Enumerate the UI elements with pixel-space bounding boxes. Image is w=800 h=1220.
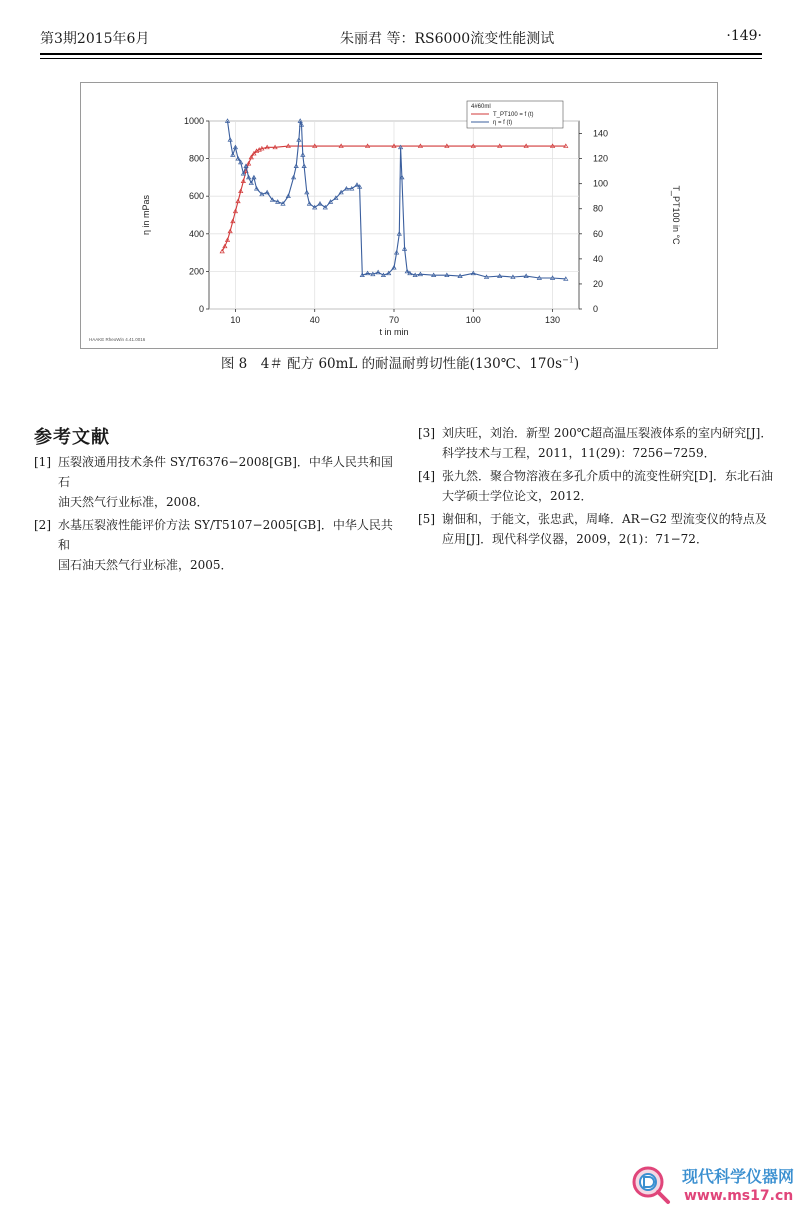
reference-number: [2] (34, 518, 51, 532)
x-tick-label: 10 (230, 315, 241, 325)
legend-entry: T_PT100 = f (t) (493, 112, 534, 118)
caption-text: 图 8 4＃ 配方 60mL 的耐温耐剪切性能(130℃、170s (220, 356, 563, 372)
caption-superscript: −1 (562, 355, 574, 365)
reference-line: 国石油天然气行业标准，2005． (58, 558, 233, 572)
reference-line: 科学技术与工程，2011，11(29)：7256−7259． (442, 446, 716, 460)
reference-item (418, 423, 778, 463)
reference-item (418, 466, 778, 506)
page-number: ·149· (726, 28, 762, 44)
y-left-tick-label: 200 (188, 266, 204, 277)
y-right-tick-label: 40 (593, 253, 604, 264)
reference-line: 油天然气行业标准，2008． (58, 495, 209, 509)
x-tick-label: 40 (309, 315, 320, 325)
y-right-tick-label: 100 (593, 178, 609, 189)
reference-line: 大学硕士学位论文，2012． (442, 489, 593, 503)
y-right-tick-label: 120 (593, 153, 609, 164)
reference-item (34, 515, 394, 575)
y-left-axis-label: η in mPas (141, 194, 151, 236)
y-left-tick-label: 0 (198, 304, 204, 314)
y-right-tick-label: 60 (593, 228, 604, 239)
legend-entry: η = f (t) (493, 120, 513, 126)
references-heading: 参考文献 (34, 427, 110, 448)
chart-legend (467, 101, 563, 128)
figure-8 (80, 82, 718, 349)
y-right-tick-label: 20 (593, 278, 604, 289)
magnifier-logo-icon (628, 1162, 672, 1206)
software-note: HAAKE RheoWin 4.41.0016 (89, 337, 146, 342)
figure-caption (0, 352, 800, 372)
legend-title: 4#60ml (471, 104, 491, 110)
y-right-tick-label: 140 (593, 128, 609, 139)
header-rule-thin (40, 58, 762, 59)
reference-line: 刘庆旺，刘治．新型 200℃超高温压裂液体系的室内研究[J]． (442, 426, 773, 440)
reference-number: [1] (34, 455, 51, 469)
watermark-name: 现代科学仪器网 (682, 1167, 795, 1186)
caption-close: ) (573, 356, 580, 372)
references-left-column (34, 452, 394, 578)
reference-line: 应用[J]．现代科学仪器，2009，2(1)：71−72． (442, 532, 708, 546)
reference-line: 谢佃和，于能文，张忠武，周峰．AR−G2 型流变仪的特点及 (442, 512, 767, 526)
chart-grid (209, 121, 579, 309)
reference-number: [4] (418, 469, 435, 483)
references-right-column (418, 423, 778, 552)
x-tick-label: 70 (388, 315, 400, 325)
x-tick-label: 100 (465, 315, 481, 325)
reference-item (418, 509, 778, 549)
reference-number: [5] (418, 512, 435, 526)
reference-item (34, 452, 394, 512)
reference-number: [3] (418, 426, 435, 440)
y-right-tick-label: 80 (593, 203, 604, 214)
y-right-tick-label: 0 (593, 304, 599, 314)
watermark-url: www.ms17.cn (684, 1188, 794, 1204)
reference-line: 水基压裂液性能评价方法 SY/T5107−2005[GB]．中华人民共和 (58, 518, 393, 552)
x-axis-label: t in min (379, 327, 409, 337)
rheology-chart (81, 83, 717, 348)
y-right-axis-label: T_PT100 in °C (671, 185, 681, 245)
article-short-title: 朱丽君 等：RS6000流变性能测试 (340, 31, 555, 47)
site-watermark (628, 1160, 798, 1218)
issue-info: 第3期2015年6月 (40, 31, 150, 47)
header-rule-thick (40, 53, 762, 55)
reference-line: 压裂液通用技术条件 SY/T6376−2008[GB]．中华人民共和国石 (58, 455, 393, 489)
reference-line: 张九然．聚合物溶液在多孔介质中的流变性研究[D]．东北石油 (442, 469, 773, 483)
running-header (40, 28, 762, 48)
y-left-tick-label: 600 (188, 191, 204, 202)
y-left-tick-label: 800 (188, 153, 204, 164)
y-left-tick-label: 1000 (183, 116, 204, 126)
y-left-tick-label: 400 (188, 228, 204, 239)
x-tick-label: 130 (545, 315, 561, 325)
